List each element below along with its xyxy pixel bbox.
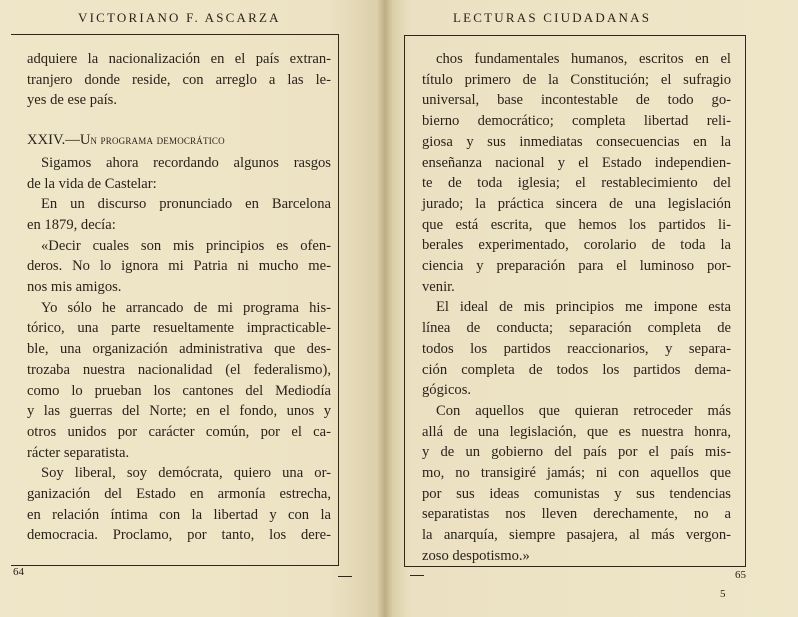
section-gap (27, 111, 331, 130)
text-line: tranjero donde reside, con arreglo a las le- (27, 71, 331, 88)
left-paragraph-opening (27, 49, 331, 111)
right-body-text (422, 49, 731, 567)
right-paragraphs (422, 49, 731, 567)
text-line: trozaba nuestra nacionalidad (el federalismo), (27, 361, 331, 378)
text-line: ble, una organización administrativa que des- (27, 341, 331, 358)
section-heading (27, 130, 331, 151)
text-line: ganización del Estado en armonía estrecha, (27, 486, 331, 503)
text-line: que está escrita, que hemos los partidos li- (422, 216, 731, 233)
text-line: yes de ese país. (27, 92, 117, 109)
text-line: en 1879, decía: (27, 216, 116, 233)
text-line: y de un gobierno del país por el país mis- (422, 444, 731, 461)
section-heading-title: n programa democrático (90, 132, 225, 148)
signature-mark: 5 (720, 588, 726, 600)
text-line: título primero de la Constitución; el sufragio (422, 71, 731, 88)
text-line: como lo prueban los cantones del Mediodía (27, 382, 331, 399)
text-line: la anarquía, siempre pasajera, al más vergon- (422, 527, 731, 544)
text-line: «Decir cuales son mis principios es ofen- (41, 237, 331, 254)
text-line: El ideal de mis principios me impone esta (436, 299, 731, 316)
left-page-number: 64 (13, 566, 24, 578)
book-gutter (378, 0, 392, 617)
text-line: todos los partidos reaccionarios, y separa- (422, 340, 731, 357)
text-line: adquiere la nacionalización en el país extran- (27, 51, 331, 67)
text-line: venir. (422, 278, 455, 295)
left-body-text (27, 49, 331, 546)
text-line: rácter separatista. (27, 444, 130, 461)
text-line: Sigamos ahora recordando algunos rasgos (41, 154, 331, 171)
text-line: zoso despotismo.» (422, 547, 530, 564)
text-line: separatistas nos lleven derechamente, no a (422, 506, 731, 523)
text-line: en relación íntima con la libertad y con la (27, 506, 331, 523)
text-line: y las guerras del Norte; en el fondo, unos y (27, 403, 331, 420)
text-line: te de toda iglesia; el restablecimiento del (422, 175, 731, 192)
right-running-head: LECTURAS CIUDADANAS (453, 10, 652, 25)
text-line: bierno democrático; completa libertad reli- (422, 113, 731, 130)
text-line: gógicos. (422, 382, 472, 399)
text-line: tórico, una parte resueltamente impracticable- (27, 320, 331, 337)
text-line: Soy liberal, soy demócrata, quiero una or- (41, 465, 331, 482)
text-line: En un discurso pronunciado en Barcelona (41, 196, 331, 213)
text-line: de la vida de Castelar: (27, 175, 157, 192)
section-heading-numeral: XXIV.—U (27, 132, 91, 149)
text-line: línea de conducta; separación completa de (422, 320, 731, 337)
text-line: giosa y sus inmediatas consecuencias en la (422, 133, 731, 150)
right-page-number: 65 (735, 569, 746, 581)
text-line: chos fundamentales humanos, escritos en el (436, 51, 731, 67)
text-line: Yo sólo he arrancado de mi programa his- (41, 299, 331, 316)
left-running-head: VICTORIANO F. ASCARZA (78, 10, 281, 25)
text-line: universal, base incontestable de todo go- (422, 92, 731, 109)
text-line: mo, no transigiré jamás; ni con aquellos que (422, 465, 731, 482)
text-line: Con aquellos que quieran retroceder más (436, 402, 731, 419)
left-paragraphs (27, 153, 331, 546)
right-footer-rule (410, 575, 424, 576)
text-line: otros unidos por carácter común, por el ca- (27, 423, 331, 440)
left-footer-rule (338, 576, 352, 577)
text-line: enseñanza nacional y el Estado independien- (422, 154, 731, 171)
text-line: berales experimentado, corolario de toda la (422, 237, 731, 254)
text-line: nos mis amigos. (27, 279, 122, 296)
text-line: ciencia y preparación para el luminoso por- (422, 258, 731, 275)
text-line: deros. No lo ignora mi Patria ni mucho me- (27, 258, 331, 275)
text-line: democracia. Proclamo, por tanto, los dere- (27, 527, 331, 544)
text-line: por sus ideas comunistas y sus tendencias (422, 485, 731, 502)
text-line: allá de una legislación, que es nuestra honra, (422, 423, 731, 440)
text-line: ción completa de todos los partidos dema- (422, 361, 731, 378)
text-line: jurado; la práctica sincera de una legislación (422, 195, 731, 212)
